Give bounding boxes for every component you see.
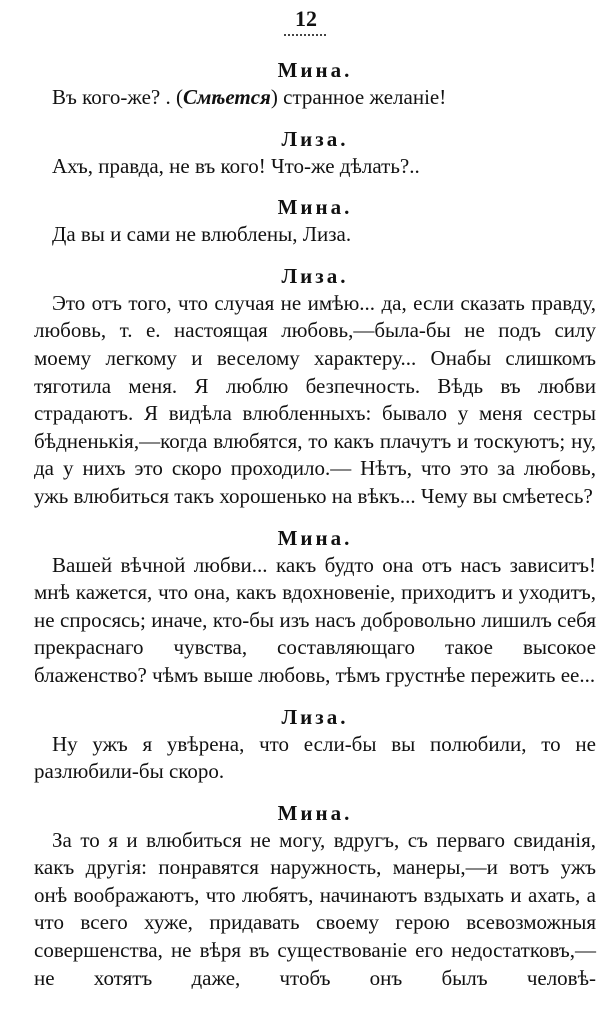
speech-text: Да вы и сами не влюблены, Лиза. bbox=[52, 222, 352, 247]
speech-paragraph bbox=[34, 84, 596, 112]
speech-paragraph bbox=[34, 731, 596, 786]
speaker-name: Лиза. bbox=[281, 263, 349, 288]
stage-direction: Смѣется bbox=[182, 85, 271, 109]
speech-text: Вашей вѣчной любви... какъ будто она отъ насъ зависитъ! мнѣ кажется, что она, какъ вдохновеніе, приходитъ и уходитъ, не спросясь; иначе, кто-бы изъ насъ добровольно лишилъ себя прекраснаго чувства, составляющаго такое высокое блаженство? чѣмъ выше любовь, тѣмъ грустнѣе пережить ее... bbox=[34, 552, 596, 687]
speech-paragraph bbox=[34, 552, 596, 690]
speech-text: Въ кого-же? . ( bbox=[52, 85, 183, 109]
speech-paragraph bbox=[34, 290, 596, 511]
speaker-name: Мина. bbox=[277, 58, 353, 82]
speech-text: ) странное желаніе! bbox=[270, 85, 447, 109]
speech-text: Это отъ того, что случая не имѣю... да, если сказать правду, любовь, т. е. настоящая любовь,—была-бы не подъ силу моему легкому и веселому характеру... Онабы слишкомъ тяготила меня. Я люблю безпечность. Вѣдь въ любви страдаютъ. Я видѣла влюбленныхъ: бывало у меня сестры бѣдненькія,—когда влюбятся, то какъ плачутъ и тоскуютъ; ну, да у нихъ это скоро проходило.— Нѣтъ, что это за любовь, ужь влюбиться такъ хорошенько на вѣкъ... Чему вы смѣетесь? bbox=[34, 290, 596, 508]
speech-text: Ну ужъ я увѣрена, что если-бы вы полюбили, то не разлюбили-бы скоро. bbox=[34, 731, 596, 784]
speaker-name: Мина. bbox=[277, 800, 353, 825]
speech-text: Ахъ, правда, не въ кого! Что-же дѣлать?.. bbox=[52, 153, 420, 178]
page-number: 12 bbox=[295, 6, 317, 31]
speaker-name: Мина. bbox=[277, 525, 353, 550]
page-number-ornament bbox=[284, 34, 326, 36]
speech-paragraph bbox=[34, 221, 596, 249]
speaker-name: Лиза. bbox=[281, 126, 349, 151]
speech-paragraph bbox=[34, 153, 596, 181]
speaker-name: Лиза. bbox=[281, 704, 349, 729]
speech-paragraph bbox=[34, 827, 596, 993]
speaker-name: Мина. bbox=[277, 195, 353, 220]
dialogue-text bbox=[34, 56, 596, 1005]
speech-text: За то я и влюбиться не могу, вдругъ, съ перваго свиданія, какъ другія: понравятся наружность, манеры,—и вотъ ужъ онѣ воображаютъ, что любятъ, начинаютъ вздыхать и ахать, а что всего хуже, придавать своему герою всевозможныя совершенства, не вѣря въ существованіе его недостатковъ,—не хотятъ даже, чтобъ онъ былъ человѣ- bbox=[34, 827, 596, 990]
